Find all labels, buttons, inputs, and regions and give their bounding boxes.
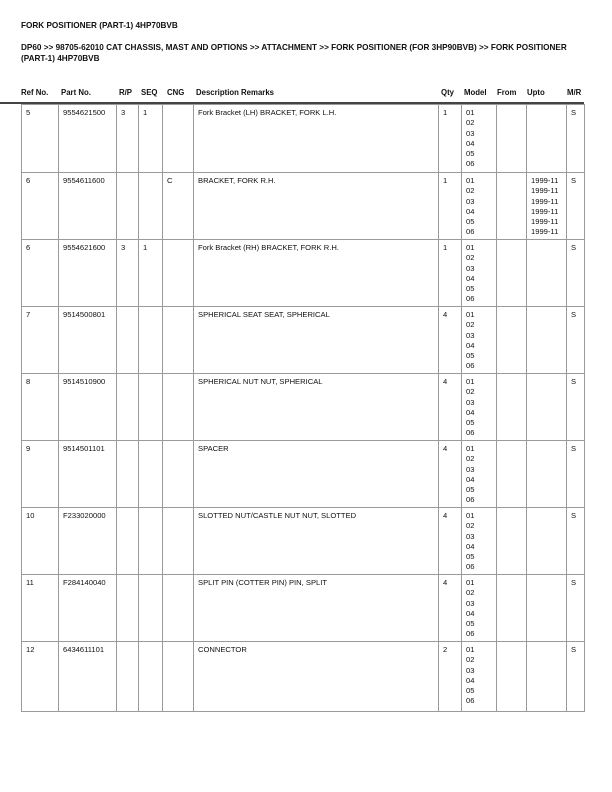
- from-cell: [497, 575, 527, 642]
- parts-table: [21, 104, 585, 712]
- ref-no-cell: 11: [22, 575, 59, 642]
- header-part-no: Part No.: [61, 88, 91, 97]
- seq-cell: [139, 508, 163, 575]
- header-mr: M/R: [567, 88, 582, 97]
- table-row: [22, 441, 585, 508]
- upto-cell: [527, 575, 567, 642]
- mr-cell: S: [567, 441, 585, 508]
- cng-cell: [163, 642, 194, 712]
- model-cell: 01 02 03 04 05 06: [462, 508, 497, 575]
- upto-cell: [527, 441, 567, 508]
- cng-cell: C: [163, 173, 194, 240]
- seq-cell: [139, 441, 163, 508]
- description-cell: Fork Bracket (LH) BRACKET, FORK L.H.: [194, 105, 439, 173]
- ref-no-cell: 10: [22, 508, 59, 575]
- model-cell: 01 02 03 04 05 06: [462, 575, 497, 642]
- ref-no-cell: 6: [22, 173, 59, 240]
- table-row: [22, 173, 585, 240]
- seq-cell: 1: [139, 105, 163, 173]
- part-no-cell: 9554611600: [59, 173, 117, 240]
- upto-cell: [527, 508, 567, 575]
- qty-cell: 1: [439, 173, 462, 240]
- upto-cell: [527, 307, 567, 374]
- part-no-cell: 6434611101: [59, 642, 117, 712]
- model-cell: 01 02 03 04 05 06: [462, 173, 497, 240]
- header-upto: Upto: [527, 88, 545, 97]
- upto-cell: [527, 374, 567, 441]
- seq-cell: [139, 173, 163, 240]
- cng-cell: [163, 508, 194, 575]
- from-cell: [497, 441, 527, 508]
- qty-cell: 4: [439, 575, 462, 642]
- rp-cell: [117, 307, 139, 374]
- table-row: [22, 374, 585, 441]
- mr-cell: S: [567, 508, 585, 575]
- upto-cell: 1999-11 1999-11 1999-11 1999-11 1999-11 1999-11: [527, 173, 567, 240]
- cng-cell: [163, 374, 194, 441]
- header-ref-no: Ref No.: [21, 88, 49, 97]
- from-cell: [497, 307, 527, 374]
- header-qty: Qty: [441, 88, 454, 97]
- from-cell: [497, 508, 527, 575]
- table-row: [22, 575, 585, 642]
- part-no-cell: 9514501101: [59, 441, 117, 508]
- upto-cell: [527, 105, 567, 173]
- model-cell: 01 02 03 04 05 06: [462, 441, 497, 508]
- description-cell: SPACER: [194, 441, 439, 508]
- header-seq: SEQ: [141, 88, 158, 97]
- ref-no-cell: 8: [22, 374, 59, 441]
- breadcrumb: DP60 >> 98705-62010 CAT CHASSIS, MAST AND OPTIONS >> ATTACHMENT >> FORK POSITIONER (FOR 3HP90BVB) >> FORK POSITIONER (PART-1) 4HP70BVB: [21, 43, 567, 63]
- mr-cell: S: [567, 307, 585, 374]
- rp-cell: [117, 508, 139, 575]
- model-cell: 01 02 03 04 05 06: [462, 642, 497, 712]
- part-no-cell: F233020000: [59, 508, 117, 575]
- model-cell: 01 02 03 04 05 06: [462, 105, 497, 173]
- qty-cell: 4: [439, 307, 462, 374]
- part-no-cell: F284140040: [59, 575, 117, 642]
- table-row: [22, 307, 585, 374]
- table-row: [22, 508, 585, 575]
- qty-cell: 4: [439, 508, 462, 575]
- part-no-cell: 9554621600: [59, 240, 117, 307]
- cng-cell: [163, 105, 194, 173]
- upto-cell: [527, 642, 567, 712]
- qty-cell: 4: [439, 374, 462, 441]
- header-cng: CNG: [167, 88, 185, 97]
- description-cell: CONNECTOR: [194, 642, 439, 712]
- from-cell: [497, 374, 527, 441]
- ref-no-cell: 7: [22, 307, 59, 374]
- ref-no-cell: 5: [22, 105, 59, 173]
- model-cell: 01 02 03 04 05 06: [462, 374, 497, 441]
- description-cell: BRACKET, FORK R.H.: [194, 173, 439, 240]
- seq-cell: [139, 575, 163, 642]
- qty-cell: 1: [439, 105, 462, 173]
- part-no-cell: 9514510900: [59, 374, 117, 441]
- rp-cell: [117, 642, 139, 712]
- description-cell: SPLIT PIN (COTTER PIN) PIN, SPLIT: [194, 575, 439, 642]
- description-cell: Fork Bracket (RH) BRACKET, FORK R.H.: [194, 240, 439, 307]
- description-cell: SPHERICAL SEAT SEAT, SPHERICAL: [194, 307, 439, 374]
- upto-cell: [527, 240, 567, 307]
- header-rp: R/P: [119, 88, 132, 97]
- qty-cell: 2: [439, 642, 462, 712]
- from-cell: [497, 173, 527, 240]
- mr-cell: S: [567, 240, 585, 307]
- table-row: [22, 240, 585, 307]
- from-cell: [497, 240, 527, 307]
- description-cell: SLOTTED NUT/CASTLE NUT NUT, SLOTTED: [194, 508, 439, 575]
- table-row: [22, 642, 585, 712]
- mr-cell: S: [567, 642, 585, 712]
- mr-cell: S: [567, 374, 585, 441]
- cng-cell: [163, 307, 194, 374]
- rp-cell: [117, 173, 139, 240]
- part-no-cell: 9514500801: [59, 307, 117, 374]
- seq-cell: 1: [139, 240, 163, 307]
- from-cell: [497, 642, 527, 712]
- table-row: [22, 105, 585, 173]
- mr-cell: S: [567, 575, 585, 642]
- rp-cell: [117, 575, 139, 642]
- header-model: Model: [464, 88, 487, 97]
- rp-cell: 3: [117, 105, 139, 173]
- page-title: FORK POSITIONER (PART-1) 4HP70BVB: [21, 21, 178, 30]
- model-cell: 01 02 03 04 05 06: [462, 307, 497, 374]
- qty-cell: 4: [439, 441, 462, 508]
- header-from: From: [497, 88, 517, 97]
- ref-no-cell: 9: [22, 441, 59, 508]
- ref-no-cell: 12: [22, 642, 59, 712]
- header-description: Description Remarks: [196, 88, 274, 97]
- ref-no-cell: 6: [22, 240, 59, 307]
- part-no-cell: 9554621500: [59, 105, 117, 173]
- seq-cell: [139, 307, 163, 374]
- mr-cell: S: [567, 173, 585, 240]
- cng-cell: [163, 441, 194, 508]
- qty-cell: 1: [439, 240, 462, 307]
- rp-cell: 3: [117, 240, 139, 307]
- model-cell: 01 02 03 04 05 06: [462, 240, 497, 307]
- description-cell: SPHERICAL NUT NUT, SPHERICAL: [194, 374, 439, 441]
- mr-cell: S: [567, 105, 585, 173]
- cng-cell: [163, 575, 194, 642]
- rp-cell: [117, 374, 139, 441]
- seq-cell: [139, 374, 163, 441]
- from-cell: [497, 105, 527, 173]
- cng-cell: [163, 240, 194, 307]
- seq-cell: [139, 642, 163, 712]
- rp-cell: [117, 441, 139, 508]
